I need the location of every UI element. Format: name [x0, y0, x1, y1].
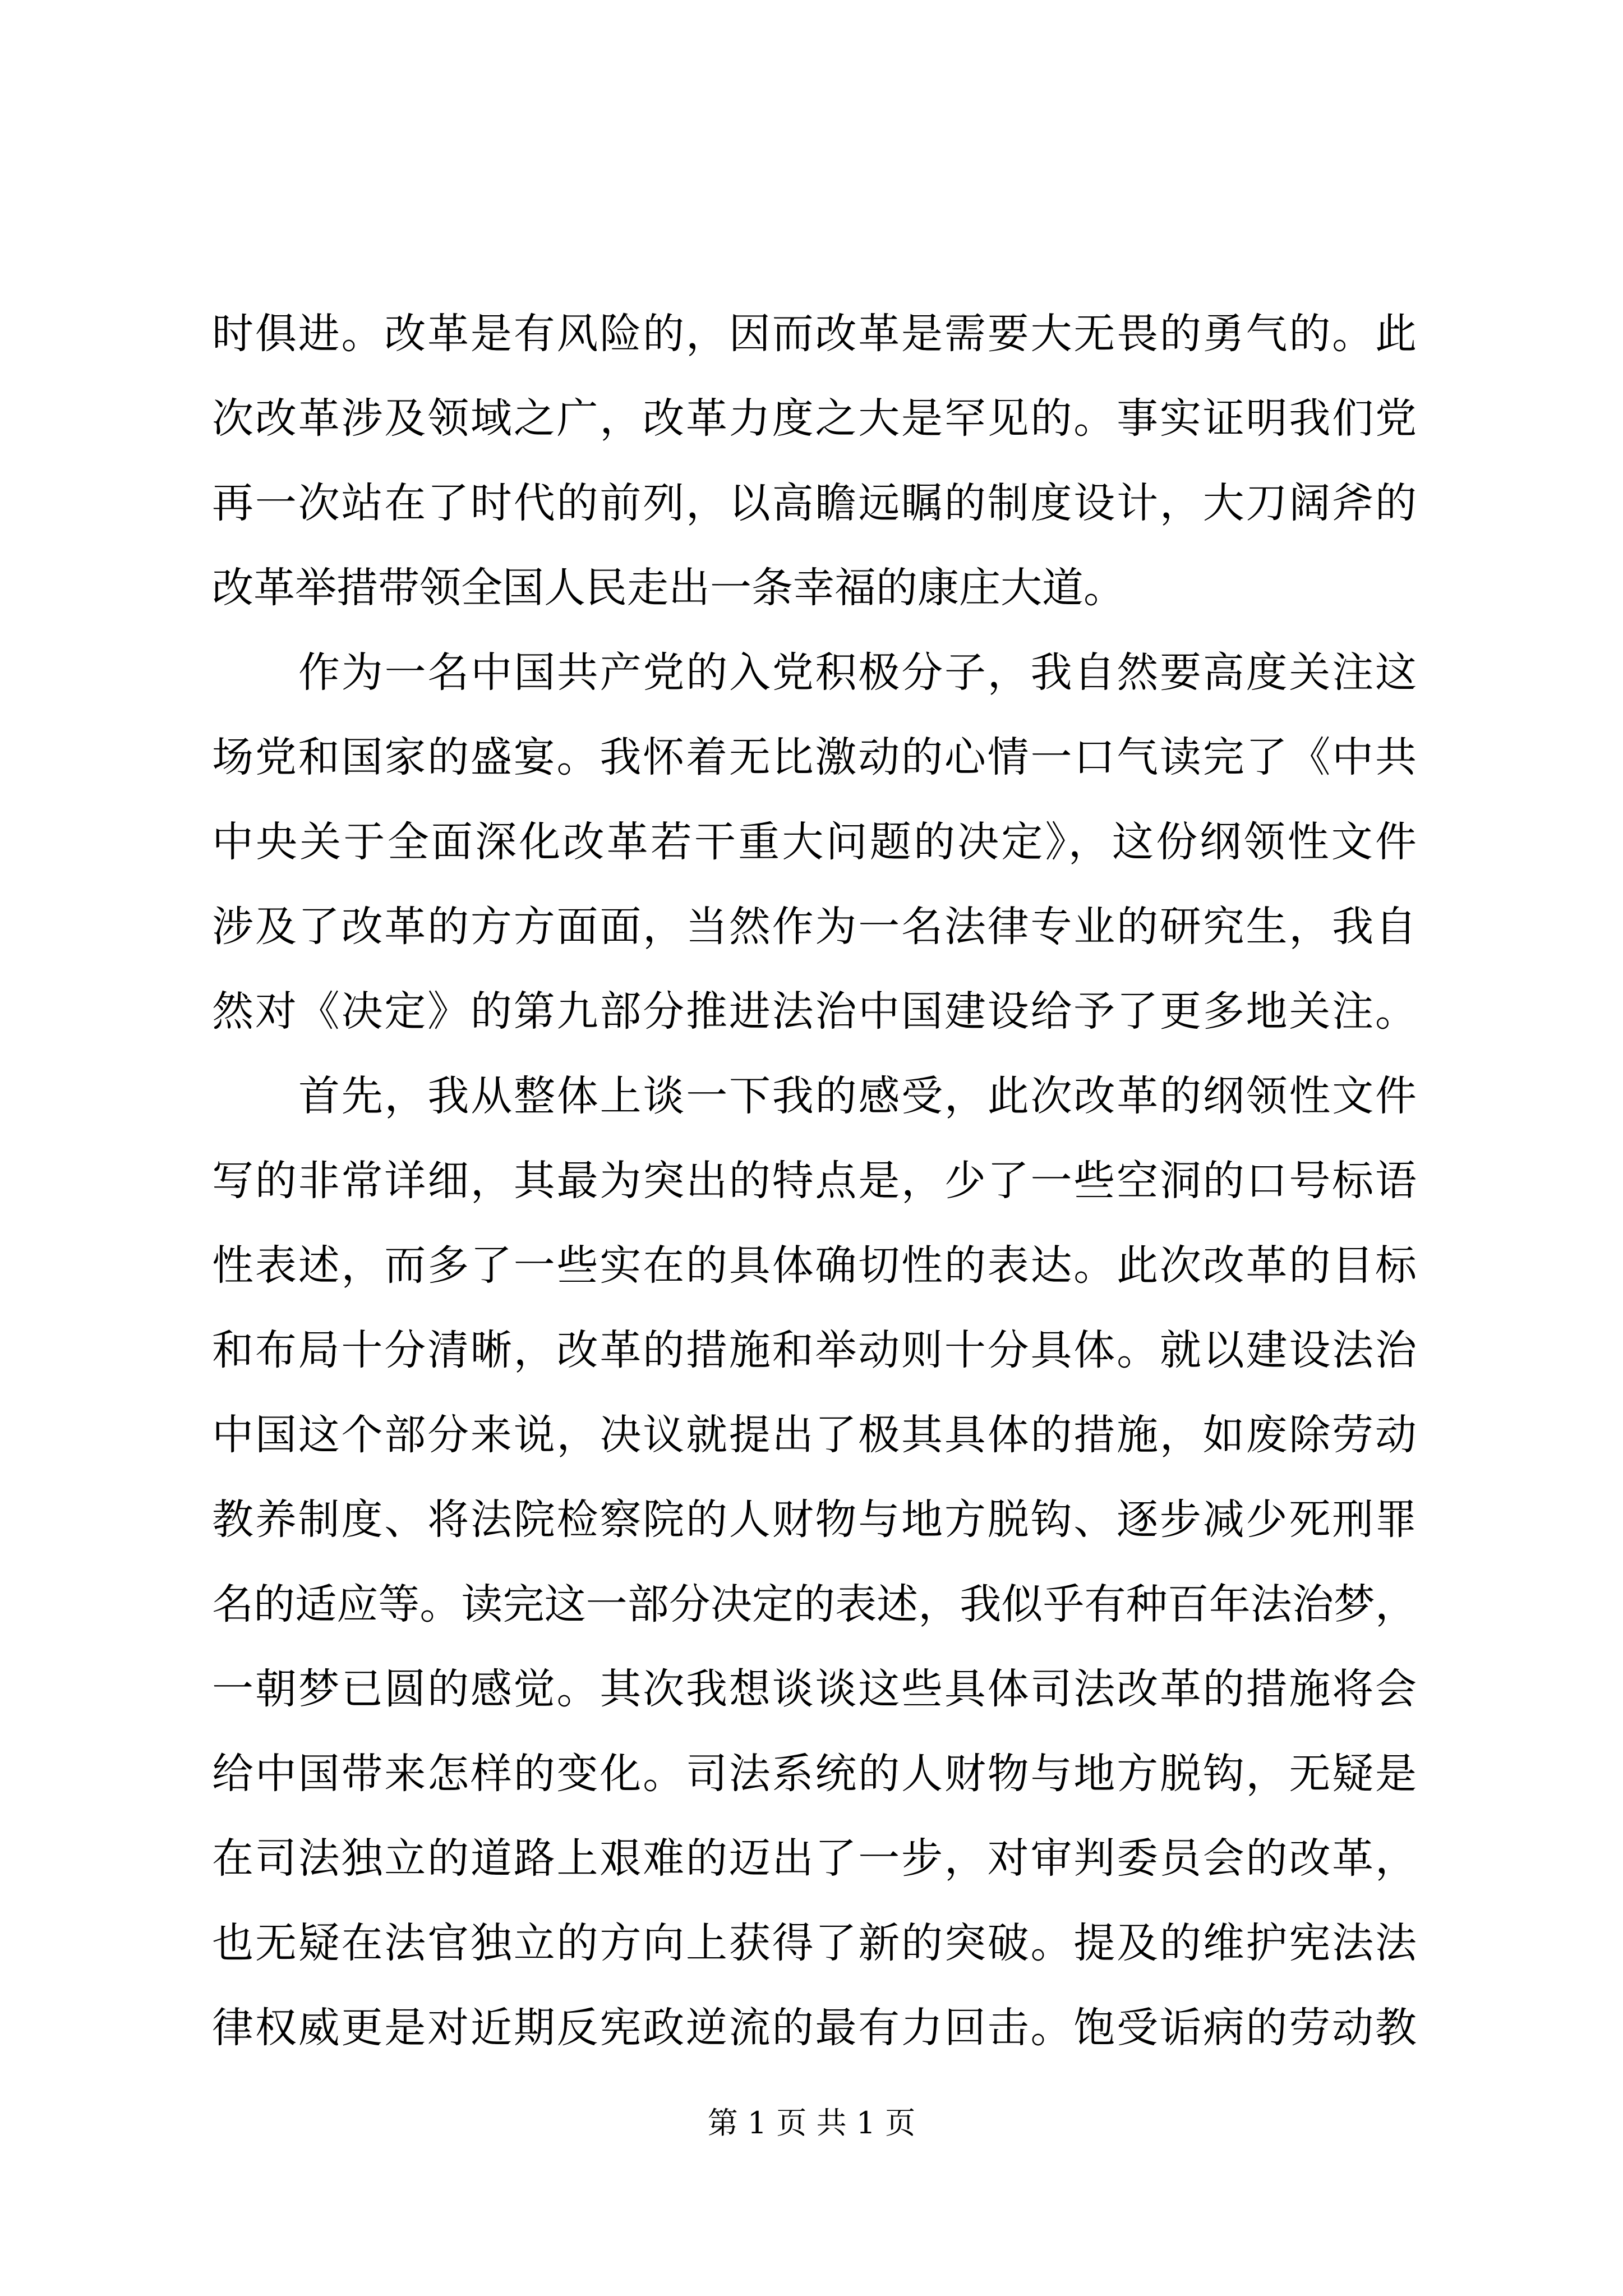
- text-line: 首先，我从整体上谈一下我的感受，此次改革的纲领性文件: [298, 1072, 1417, 1120]
- page-footer: 第 1 页 共 1 页: [707, 2105, 916, 2141]
- text-line: 再一次站在了时代的前列，以高瞻远瞩的制度设计，大刀阔斧的: [212, 479, 1417, 527]
- paragraph-1: [212, 292, 1417, 631]
- text-line: 在司法独立的道路上艰难的迈出了一步，对审判委员会的改革，: [212, 1834, 1417, 1883]
- text-line: 和布局十分清晰，改革的措施和举动则十分具体。就以建设法治: [212, 1326, 1417, 1374]
- text-line: 一朝梦已圆的感觉。其次我想谈谈这些具体司法改革的措施将会: [212, 1665, 1417, 1713]
- text-line: 也无疑在法官独立的方向上获得了新的突破。提及的维护宪法法: [212, 1919, 1417, 1967]
- text-line: 给中国带来怎样的变化。司法系统的人财物与地方脱钩，无疑是: [212, 1750, 1417, 1798]
- text-line: 时俱进。改革是有风险的，因而改革是需要大无畏的勇气的。此: [212, 310, 1417, 358]
- text-line: 涉及了改革的方方面面，当然作为一名法律专业的研究生，我自: [212, 903, 1417, 951]
- text-line: 性表述，而多了一些实在的具体确切性的表达。此次改革的目标: [212, 1241, 1417, 1290]
- document-body: [212, 292, 1417, 2070]
- text-line: 次改革涉及领域之广，改革力度之大是罕见的。事实证明我们党: [212, 394, 1417, 443]
- text-line: 中央关于全面深化改革若干重大问题的决定》，这份纲领性文件: [212, 818, 1417, 866]
- text-line: 作为一名中国共产党的入党积极分子，我自然要高度关注这: [298, 648, 1417, 697]
- text-line: 场党和国家的盛宴。我怀着无比激动的心情一口气读完了《中共: [212, 733, 1417, 781]
- paragraph-2: [212, 631, 1417, 1054]
- text-line: 然对《决定》的第九部分推进法治中国建设给予了更多地关注。: [212, 987, 1417, 1036]
- text-line: 中国这个部分来说，决议就提出了极其具体的措施，如废除劳动: [212, 1411, 1417, 1459]
- text-line: 改革举措带领全国人民走出一条幸福的康庄大道。: [212, 564, 1125, 612]
- text-line: 写的非常详细，其最为突出的特点是，少了一些空洞的口号标语: [212, 1157, 1417, 1205]
- text-line: 教养制度、将法院检察院的人财物与地方脱钩、逐步减少死刑罪: [212, 1496, 1417, 1544]
- text-line: 律权威更是对近期反宪政逆流的最有力回击。饱受诟病的劳动教: [212, 2004, 1417, 2052]
- paragraph-3: [212, 1054, 1417, 2070]
- text-line: 名的适应等。读完这一部分决定的表述，我似乎有种百年法治梦，: [212, 1580, 1417, 1628]
